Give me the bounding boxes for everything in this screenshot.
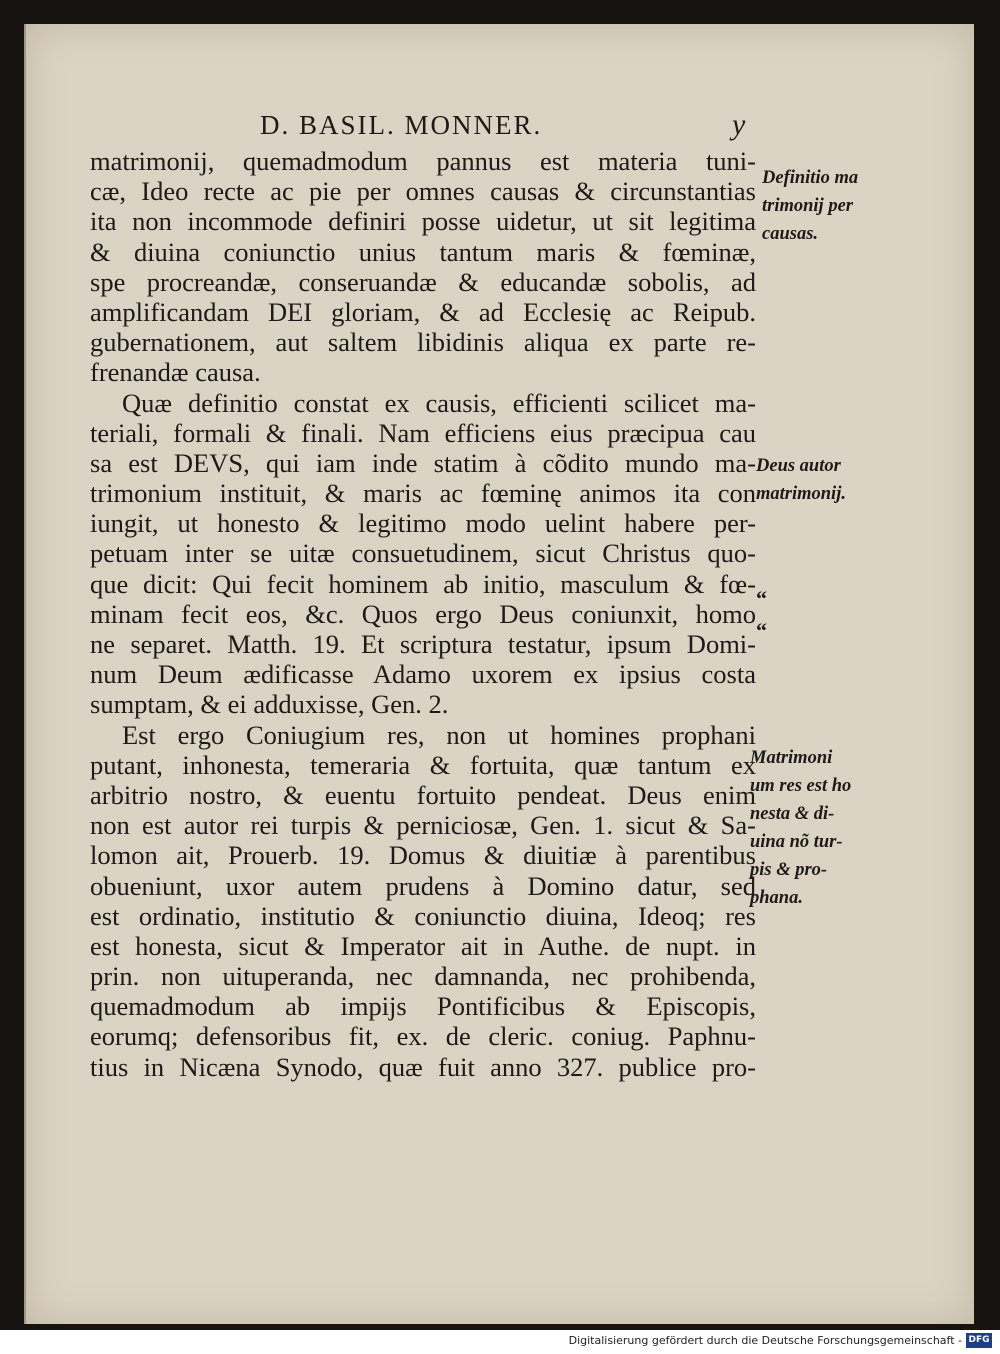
margin-note-definitio: Definitio ma trimonij per causas. (762, 168, 859, 244)
text-line: lomon ait, Prouerb. 19. Domus & diuitiæ à parentibus (90, 840, 756, 871)
text-line: Quæ definitio constat ex causis, efficienti scilicet ma- (122, 387, 756, 418)
quotation-mark: “ (756, 618, 767, 643)
text-line: tius in Nicæna Synodo, quæ fuit anno 327. publice pro- (90, 1051, 756, 1082)
text-line: ita non incommode definiri posse uidetur, ut sit legitima (90, 206, 756, 237)
book-page (24, 24, 974, 1324)
margin-note-matrimonium: Matrimoni um res est ho nesta & di- uina nõ tur- pis & pro- phana. (750, 748, 852, 908)
text-line: quemadmodum ab impijs Pontificibus & Episcopis, (90, 991, 756, 1022)
text-line: amplificandam DEI gloriam, & ad Ecclesię ac Reipub. (90, 296, 756, 327)
text-line: teriali, formali & finali. Nam efficiens eius præcipua cau (90, 417, 756, 448)
dfg-logo-icon: DFG (966, 1333, 992, 1348)
text-line: iungit, ut honesto & legitimo modo uelint habere per- (90, 508, 756, 539)
text-line: sumptam, & ei adduxisse, Gen. 2. (90, 689, 449, 720)
text-line: matrimonij, quemadmodum pannus est materia tuni- (90, 146, 756, 176)
text-line: Est ergo Coniugium res, non ut homines prophani (122, 719, 756, 750)
text-line: que dicit: Qui fecit hominem ab initio, masculum & fœ- (90, 568, 756, 599)
text-line: gubernationem, aut saltem libidinis aliqua ex parte re- (90, 327, 756, 358)
text-line: est honesta, sicut & Imperator ait in Authe. de nupt. in (90, 930, 756, 961)
main-text-block (90, 146, 756, 1082)
footer-credit: Digitalisierung gefördert durch die Deutsche Forschungsgemeinschaft - (568, 1334, 962, 1347)
running-head: D. BASIL. MONNER. (260, 110, 543, 140)
text-line: arbitrio nostro, & euentu fortuito pendeat. Deus enim (90, 779, 756, 810)
text-line: & diuina coniunctio unius tantum maris & fœminæ, (90, 236, 756, 267)
margin-note-deus-autor: Deus autor matrimonij. (756, 456, 846, 504)
text-line: spe procreandæ, conseruandæ & educandæ sobolis, ad (90, 266, 756, 297)
text-line: non est autor rei turpis & perniciosæ, Gen. 1. sicut & Sa- (90, 810, 756, 841)
text-line: frenandæ causa. (90, 357, 261, 388)
page-header (26, 108, 974, 148)
text-line: eorumq; defensoribus fit, ex. de cleric. coniug. Paphnu- (90, 1021, 756, 1052)
text-line: sa est DEVS, qui iam inde statim à cõdito mundo ma- (90, 447, 756, 478)
quotation-mark: “ (756, 586, 767, 611)
text-line: ne separet. Matth. 19. Et scriptura testatur, ipsum Domi- (90, 629, 756, 659)
text-line: prin. non uituperanda, nec damnanda, nec prohibenda, (90, 961, 756, 992)
text-line: minam fecit eos, &c. Quos ergo Deus coniunxit, homo (90, 598, 756, 629)
text-line: trimonium instituit, & maris ac fœminę animos ita con (90, 478, 756, 509)
text-line: num Deum ædificasse Adamo uxorem ex ipsius costa (90, 659, 756, 690)
folio-signature: y (732, 108, 746, 141)
text-line: est ordinatio, institutio & coniunctio diuina, Ideoq; res (90, 900, 756, 931)
text-line: putant, inhonesta, temeraria & fortuita, quæ tantum ex (90, 749, 756, 780)
text-line: cæ, Ideo recte ac pie per omnes causas & circunstantias (90, 176, 756, 207)
footer-bar (0, 1330, 1000, 1354)
text-line: obueniunt, uxor autem prudens à Domino datur, sed (90, 870, 756, 901)
text-line: petuam inter se uitæ consuetudinem, sicut Christus quo- (90, 538, 756, 569)
